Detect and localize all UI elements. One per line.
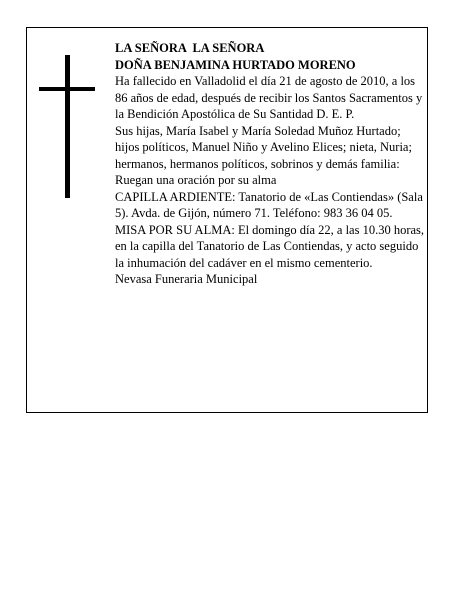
- death-announcement: Ha fallecido en Valladolid el día 21 de agosto de 2010, a los 86 años de edad, después de recibir los Santos Sacramentos y la Bendición Apostólica de Su Santidad D. E. P.: [115, 74, 423, 121]
- deceased-name: DOÑA BENJAMINA HURTADO MORENO: [115, 57, 356, 72]
- obituary-notice: [26, 27, 428, 413]
- family-list: Sus hijas, María Isabel y María Soledad Muñoz Hurtado; hijos políticos, Manuel Niño y Avelino Elices; nieta, Nuria; hermanos, hermanos políticos, sobrinos y demás familia:: [115, 123, 412, 171]
- prayer-request: Ruegan una oración por su alma: [115, 173, 277, 187]
- mass-info: MISA POR SU ALMA: El domingo día 22, a las 10.30 horas, en la capilla del Tanatorio de Las Contiendas, y acto seguido la inhumación del cadáver en el mismo cementerio.: [115, 222, 425, 270]
- funeral-home: Nevasa Funeraria Municipal: [115, 272, 258, 286]
- notice-text: [115, 40, 425, 288]
- notice-heading-line1: LA SEÑORA LA SEÑORA: [115, 41, 265, 55]
- chapel-info: CAPILLA ARDIENTE: Tanatorio de «Las Contiendas» (Sala 5). Avda. de Gijón, número 71. Teléfono: 983 36 04 05.: [115, 189, 423, 220]
- cross-icon: [27, 28, 107, 228]
- cross-vertical-bar: [65, 55, 70, 198]
- cross-horizontal-bar: [39, 87, 95, 91]
